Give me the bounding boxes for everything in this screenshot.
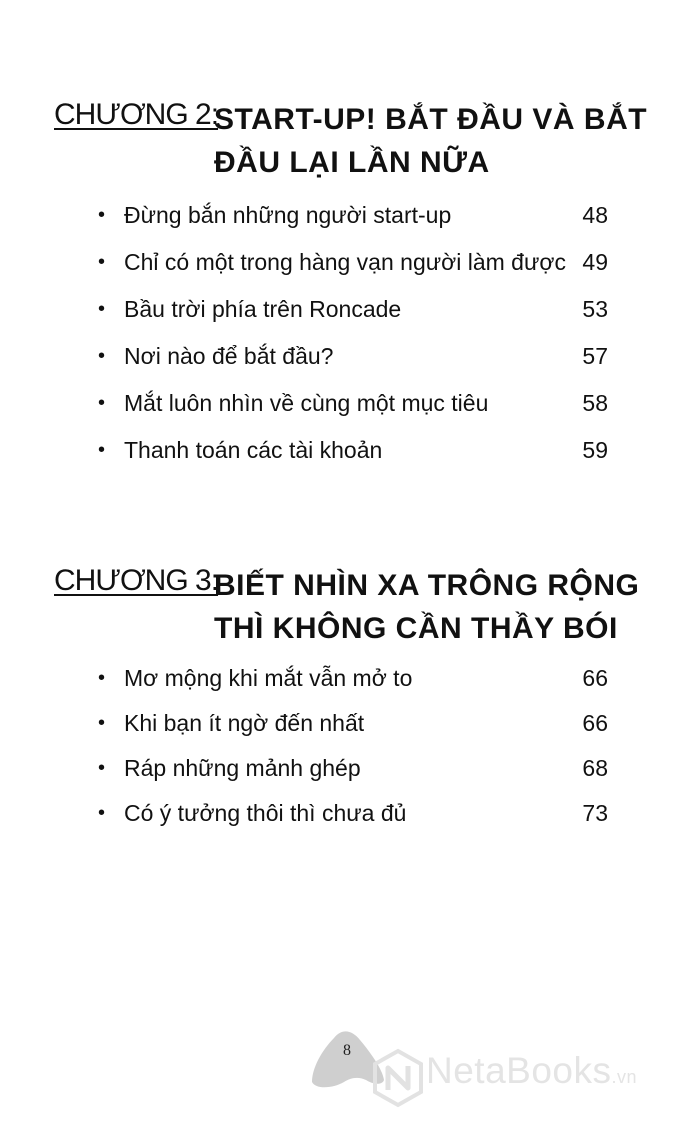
toc-entry-title: Bầu trời phía trên Roncade (124, 296, 402, 322)
netabooks-watermark (372, 1046, 692, 1116)
toc-entry[interactable] (98, 656, 608, 701)
chapter-label: CHƯƠNG 2: (54, 98, 219, 131)
netabooks-logo-icon (372, 1048, 424, 1108)
toc-entry-page: 57 (582, 343, 608, 369)
chapter-title-line: ĐẦU LẠI LẦN NỮA (214, 146, 490, 179)
chapter-title-line: THÌ KHÔNG CẦN THẦY BÓI (214, 612, 618, 645)
bullet-icon: • (98, 712, 106, 734)
chapter-title (214, 98, 654, 184)
toc-entry-page: 68 (582, 755, 608, 781)
bullet-icon: • (98, 392, 106, 414)
chapter-title-line: BIẾT NHÌN XA TRÔNG RỘNG (214, 569, 640, 602)
toc-entry-title: Mơ mộng khi mắt vẫn mở to (124, 665, 413, 691)
bullet-icon: • (98, 251, 106, 273)
watermark-text (426, 1050, 637, 1092)
bullet-icon: • (98, 802, 106, 824)
toc-entry-page: 59 (582, 437, 608, 463)
bullet-icon: • (98, 345, 106, 367)
bullet-icon: • (98, 667, 106, 689)
toc-entry-page: 58 (582, 390, 608, 416)
toc-entry[interactable] (98, 380, 608, 427)
toc-entry[interactable] (98, 286, 608, 333)
bullet-icon: • (98, 298, 106, 320)
toc-entry-page: 53 (582, 296, 608, 322)
watermark-suffix: .vn (611, 1067, 638, 1087)
toc-entry-title: Ráp những mảnh ghép (124, 755, 361, 781)
bullet-icon: • (98, 204, 106, 226)
toc-entry-page: 66 (582, 710, 608, 736)
toc-entry-title: Nơi nào để bắt đầu? (124, 343, 334, 369)
toc-entry-title: Mắt luôn nhìn về cùng một mục tiêu (124, 390, 489, 416)
toc-entry-title: Có ý tưởng thôi thì chưa đủ (124, 800, 407, 826)
toc-entry-page: 48 (582, 202, 608, 228)
chapter-3-toc-list (98, 656, 608, 836)
toc-entry-title: Khi bạn ít ngờ đến nhất (124, 710, 365, 736)
watermark-brand: NetaBooks (426, 1050, 612, 1091)
toc-entry[interactable] (98, 333, 608, 380)
toc-entry[interactable] (98, 701, 608, 746)
toc-entry[interactable] (98, 427, 608, 474)
bullet-icon: • (98, 439, 106, 461)
chapter-title (214, 564, 654, 650)
toc-entry[interactable] (98, 239, 608, 286)
page-number: 8 (343, 1042, 351, 1059)
toc-entry-page: 66 (582, 665, 608, 691)
toc-entry-page: 73 (582, 800, 608, 826)
toc-entry[interactable] (98, 192, 608, 239)
chapter-title-line: START-UP! BẮT ĐẦU VÀ BẮT (214, 103, 648, 136)
toc-entry-title: Thanh toán các tài khoản (124, 437, 383, 463)
toc-entry-title: Chỉ có một trong hàng vạn người làm được (124, 249, 566, 275)
toc-entry-page: 49 (582, 249, 608, 275)
toc-entry[interactable] (98, 791, 608, 836)
toc-entry-title: Đừng bắn những người start-up (124, 202, 452, 228)
toc-entry[interactable] (98, 746, 608, 791)
chapter-2-toc-list (98, 192, 608, 474)
chapter-label: CHƯƠNG 3: (54, 564, 219, 597)
bullet-icon: • (98, 757, 106, 779)
